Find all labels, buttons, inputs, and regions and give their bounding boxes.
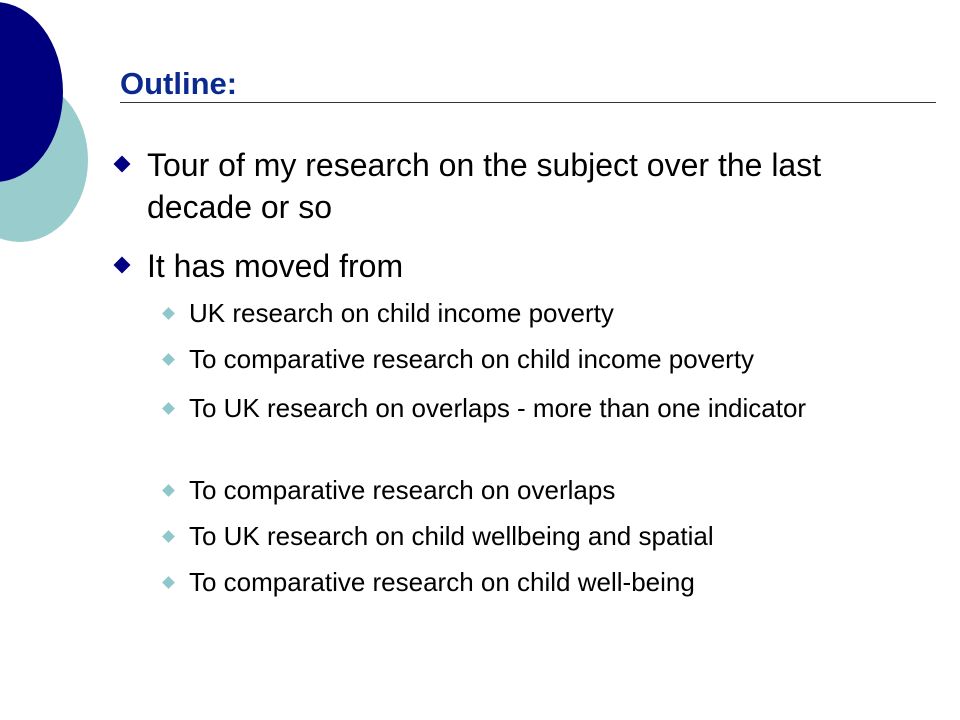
diamond-sub-bullet-icon: [162, 307, 175, 320]
sub-bullet-text: To UK research on overlaps - more than one indicator: [189, 393, 807, 423]
decorative-corner-shapes: [0, 0, 120, 260]
title-divider: [120, 102, 936, 103]
diamond-sub-bullet-icon: [162, 576, 175, 589]
diamond-sub-bullet-icon: [162, 353, 175, 366]
sub-bullet-text: To comparative research on overlaps: [189, 475, 616, 505]
sub-bullet-text: To comparative research on child well-being: [189, 567, 695, 597]
diamond-sub-bullet-icon: [162, 530, 175, 543]
diamond-sub-bullet-icon: [162, 484, 175, 497]
sub-bullet-text: To comparative research on child income poverty: [189, 344, 755, 374]
bullet-text: Tour of my research on the subject over the last decade or so: [147, 147, 822, 225]
diamond-sub-bullet-icon: [162, 402, 175, 415]
sub-bullet-text: To UK research on child wellbeing and spatial: [189, 521, 714, 551]
sub-bullet-text: UK research on child income poverty: [189, 298, 614, 328]
slide-title: Outline:: [120, 66, 238, 101]
bullet-text: It has moved from: [147, 248, 404, 284]
